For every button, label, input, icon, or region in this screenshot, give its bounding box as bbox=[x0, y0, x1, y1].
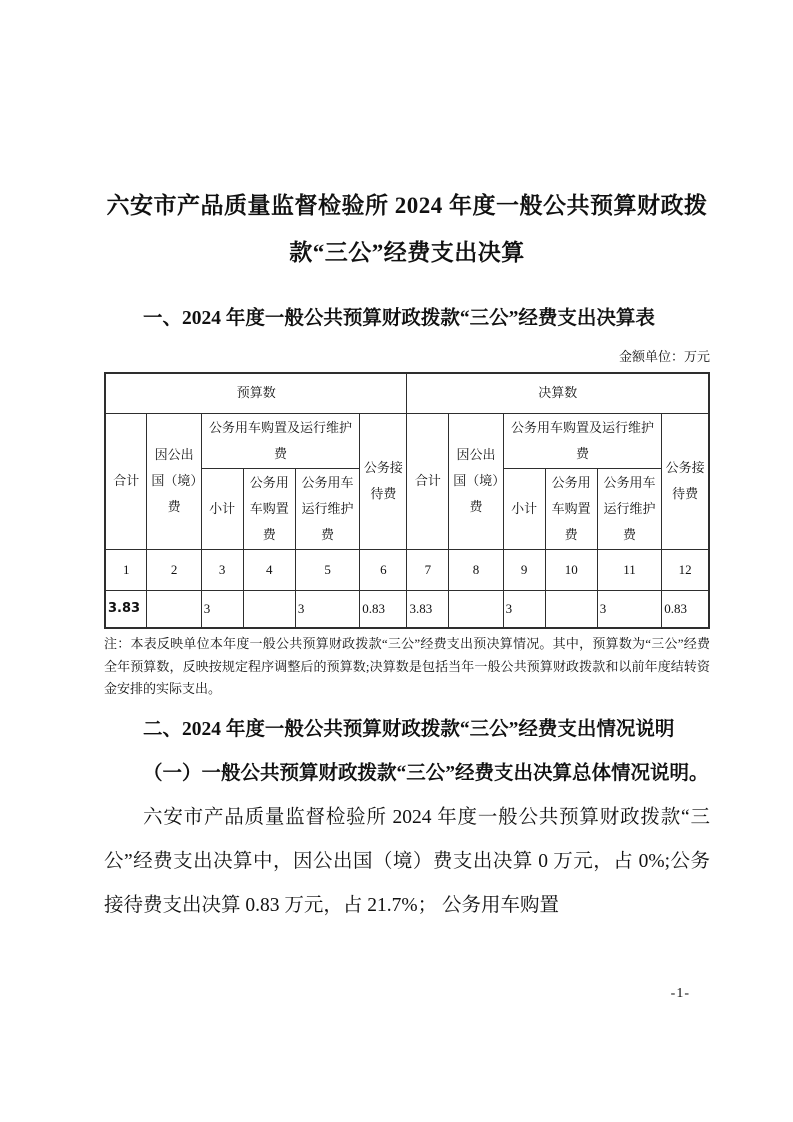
page-number: -1- bbox=[670, 986, 690, 1001]
document-title: 六安市产品质量监督检验所 2024 年度一般公共预算财政拨款“三公”经费支出决算 bbox=[106, 193, 708, 265]
value-budget-total: 3.83 bbox=[105, 590, 147, 628]
value-budget-vehicle-purchase bbox=[243, 590, 295, 628]
value-final-reception: 0.83 bbox=[662, 590, 709, 628]
section2-heading: 二、2024 年度一般公共预算财政拨款“三公”经费支出情况说明 bbox=[143, 718, 675, 740]
header-final-vehicle-group: 公务用车购置及运行维护费 bbox=[503, 413, 662, 468]
header-final-vehicle-maintenance: 公务用车运行维护费 bbox=[597, 468, 661, 549]
col-number: 2 bbox=[147, 549, 201, 590]
header-final-vehicle-purchase: 公务用车购置费 bbox=[545, 468, 597, 549]
value-budget-reception: 0.83 bbox=[360, 590, 407, 628]
header-final-total: 合计 bbox=[407, 413, 449, 549]
col-number: 3 bbox=[201, 549, 243, 590]
header-budget-vehicle-subtotal: 小计 bbox=[201, 468, 243, 549]
col-number: 10 bbox=[545, 549, 597, 590]
value-budget-vehicle-subtotal: 3 bbox=[201, 590, 243, 628]
page-content bbox=[104, 0, 710, 928]
value-final-abroad bbox=[449, 590, 503, 628]
value-final-vehicle-purchase bbox=[545, 590, 597, 628]
header-final-reception: 公务接待费 bbox=[662, 413, 709, 549]
section2-paragraph: 六安市产品质量监督检验所 2024 年度一般公共预算财政拨款“三公”经费支出决算中，因公出国（境）费支出决算 0 万元，占 0%;公务接待费支出决算 0.83 万元，占 21.7%； 公务用车购置 bbox=[104, 806, 710, 916]
header-final-vehicle-subtotal: 小计 bbox=[503, 468, 545, 549]
group-header-final: 决算数 bbox=[407, 373, 709, 413]
header-budget-total: 合计 bbox=[105, 413, 147, 549]
col-number: 7 bbox=[407, 549, 449, 590]
col-number: 4 bbox=[243, 549, 295, 590]
header-budget-vehicle-group: 公务用车购置及运行维护费 bbox=[201, 413, 360, 468]
three-public-expense-table bbox=[104, 372, 710, 629]
col-number: 8 bbox=[449, 549, 503, 590]
header-budget-vehicle-maintenance: 公务用车运行维护费 bbox=[295, 468, 359, 549]
col-number: 5 bbox=[295, 549, 359, 590]
table-note: 注：本表反映单位本年度一般公共预算财政拨款“三公”经费支出预决算情况。其中，预算数为“三公”经费全年预算数，反映按规定程序调整后的预算数;决算数是包括当年一般公共预算财政拨款和以前年度结转资金安排的实际支出。 bbox=[104, 636, 710, 696]
col-number: 6 bbox=[360, 549, 407, 590]
group-header-budget: 预算数 bbox=[105, 373, 407, 413]
section1-heading: 一、2024 年度一般公共预算财政拨款“三公”经费支出决算表 bbox=[143, 308, 655, 329]
col-number: 9 bbox=[503, 549, 545, 590]
table-group-header-row bbox=[105, 373, 709, 413]
header-budget-reception: 公务接待费 bbox=[360, 413, 407, 549]
value-budget-abroad bbox=[147, 590, 201, 628]
header-budget-abroad: 因公出国（境）费 bbox=[147, 413, 201, 549]
col-number: 1 bbox=[105, 549, 147, 590]
column-number-row bbox=[105, 549, 709, 590]
value-final-vehicle-maintenance: 3 bbox=[597, 590, 661, 628]
value-final-vehicle-subtotal: 3 bbox=[503, 590, 545, 628]
section2-sub-heading: （一）一般公共预算财政拨款“三公”经费支出决算总体情况说明。 bbox=[143, 762, 709, 784]
table-header-row-1 bbox=[105, 413, 709, 468]
header-budget-vehicle-purchase: 公务用车购置费 bbox=[243, 468, 295, 549]
col-number: 11 bbox=[597, 549, 661, 590]
value-budget-vehicle-maintenance: 3 bbox=[295, 590, 359, 628]
value-row bbox=[105, 590, 709, 628]
header-final-abroad: 因公出国（境）费 bbox=[449, 413, 503, 549]
amount-unit-label: 金额单位：万元 bbox=[618, 349, 710, 364]
value-final-total: 3.83 bbox=[407, 590, 449, 628]
col-number: 12 bbox=[662, 549, 709, 590]
